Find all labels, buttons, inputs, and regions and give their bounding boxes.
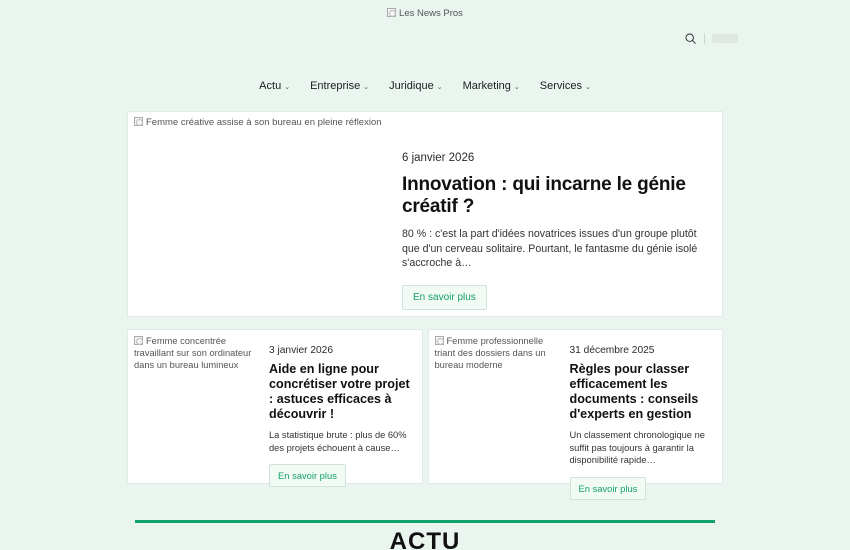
article-card-body — [566, 330, 723, 494]
chevron-down-icon: ⌄ — [513, 83, 520, 91]
featured-article-image-alt: Femme créative assise à son bureau en pleine réflexion — [146, 117, 382, 128]
featured-article-image — [128, 112, 396, 316]
article-card[interactable] — [127, 329, 423, 484]
site-logo-alt-text: Les News Pros — [399, 8, 463, 19]
search-icon[interactable] — [683, 31, 697, 45]
broken-image-icon — [134, 117, 143, 126]
article-card[interactable] — [428, 329, 724, 494]
featured-article-card[interactable] — [127, 111, 723, 317]
nav-item-label: Marketing — [462, 80, 511, 92]
header-divider — [704, 33, 705, 44]
broken-image-icon — [435, 336, 444, 345]
secondary-articles-row — [127, 329, 723, 494]
chevron-down-icon: ⌄ — [284, 83, 291, 91]
featured-article-read-more-button[interactable]: En savoir plus — [402, 285, 487, 310]
nav-item-label: Juridique — [389, 80, 434, 92]
search-input[interactable] — [712, 34, 738, 43]
article-card-title[interactable]: Règles pour classer efficacement les documents : conseils d'experts en gestion — [569, 362, 699, 421]
nav-item-label: Services — [539, 80, 582, 92]
article-card-image — [128, 330, 265, 483]
article-card-read-more-button[interactable]: En savoir plus — [269, 464, 346, 487]
featured-article-excerpt: 80 % : c'est la part d'idées novatrices issues d'un groupe plutôt que d'un cerveau solitaire. Pourtant, le fantasme du génie isolé s'accroche à… — [402, 228, 698, 269]
site-logo[interactable] — [0, 8, 850, 20]
search-icon-svg — [684, 32, 697, 45]
article-card-date: 3 janvier 2026 — [269, 345, 334, 356]
header-tools — [683, 31, 738, 45]
article-card-excerpt: La statistique brute : plus de 60% des projets échouent à cause… — [269, 430, 407, 453]
article-card-image-alt: Femme professionnelle triant des dossiers dans un bureau moderne — [434, 336, 546, 370]
nav-item-actu[interactable] — [259, 78, 290, 94]
article-card-excerpt: Un classement chronologique ne suffit pas toujours à garantir la disponibilité rapide… — [569, 430, 705, 465]
chevron-down-icon: ⌄ — [363, 83, 370, 91]
featured-article-title[interactable]: Innovation : qui incarne le génie créatif ? — [402, 174, 686, 217]
featured-article-date: 6 janvier 2026 — [402, 152, 475, 164]
article-card-body — [265, 330, 422, 483]
featured-article-body — [396, 112, 722, 316]
nav-item-label: Entreprise — [310, 80, 361, 92]
broken-image-icon — [134, 336, 143, 345]
chevron-down-icon: ⌄ — [436, 83, 443, 91]
article-card-image-alt: Femme concentrée travaillant sur son ordinateur dans un bureau lumineux — [134, 336, 252, 370]
article-card-title[interactable]: Aide en ligne pour concrétiser votre projet : astuces efficaces à découvrir ! — [269, 362, 410, 421]
broken-image-icon — [387, 8, 396, 17]
chevron-down-icon: ⌄ — [584, 83, 591, 91]
nav-item-marketing[interactable] — [463, 78, 520, 94]
section-divider — [135, 520, 715, 523]
nav-item-entreprise[interactable] — [310, 78, 369, 94]
article-card-image — [429, 330, 566, 483]
article-card-date: 31 décembre 2025 — [569, 345, 655, 356]
nav-item-label: Actu — [259, 80, 282, 92]
section-title: ACTU — [389, 528, 461, 550]
article-card-read-more-button[interactable]: En savoir plus — [570, 477, 647, 500]
nav-item-services[interactable] — [540, 78, 591, 94]
nav-item-juridique[interactable] — [389, 78, 443, 94]
main-navigation — [0, 78, 850, 94]
